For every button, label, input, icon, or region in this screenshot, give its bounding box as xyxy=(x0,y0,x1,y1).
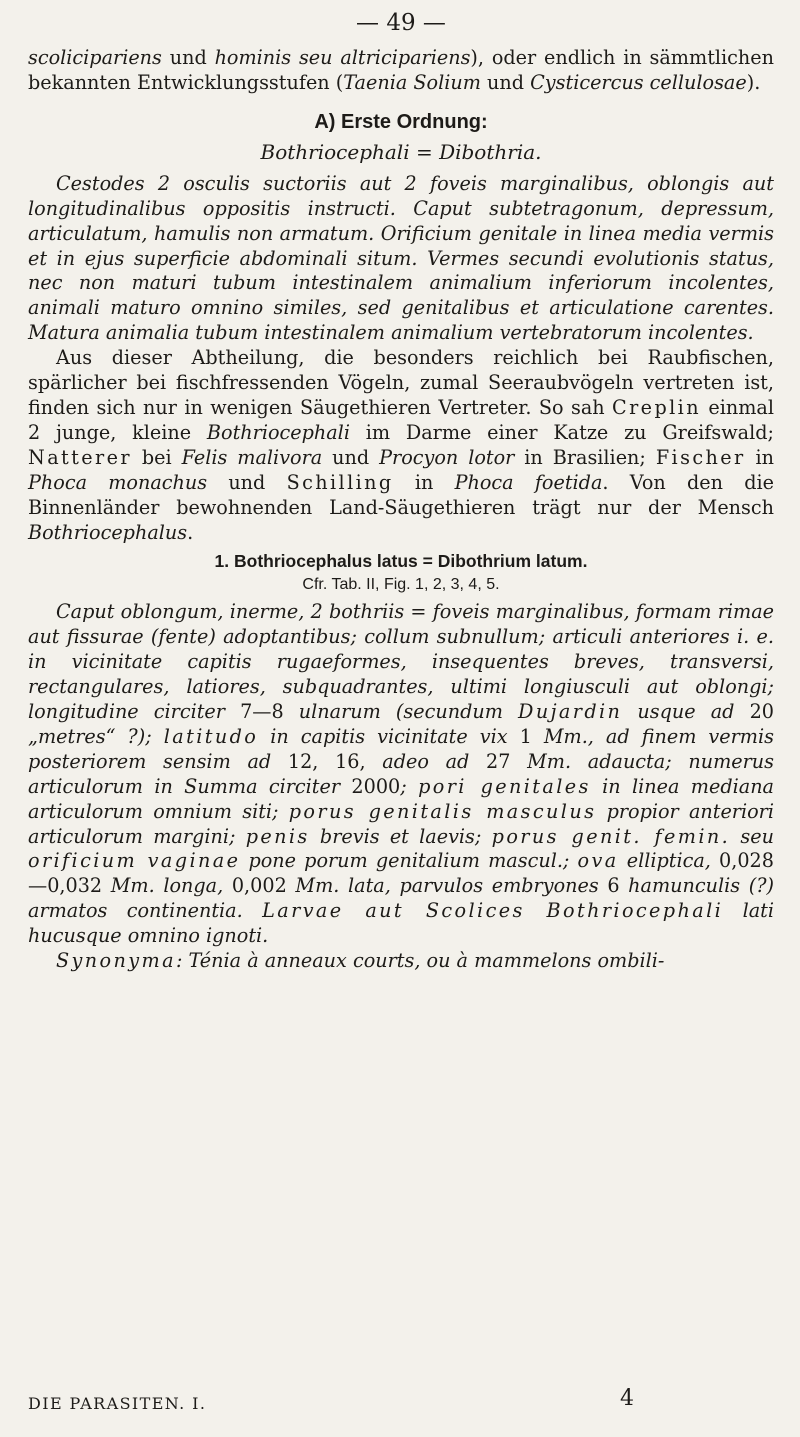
text-run: pori genitales xyxy=(418,774,591,798)
text-run: bei xyxy=(131,445,182,469)
text-run: . xyxy=(187,520,194,544)
text-run: penis xyxy=(245,824,310,848)
text-run: . Von den die Binnenländer bewohnenden Land-Säugethieren trägt nur der Mensch xyxy=(28,470,774,519)
text-run: Cysticercus cellulosae xyxy=(530,70,747,94)
text-run: Mm. lata, parvulos embryones xyxy=(286,874,608,898)
text-run: ) adoptantibus; collum subnullum; articuli anteriores i. e. in vicinitate capitis rugaeformes, insequentes breves, transversi, rectangulares, latiores, subquadrantes, ultimi longiusculi aut oblongi; longitudine circiter xyxy=(28,625,775,724)
text-run: in xyxy=(393,470,455,494)
text-run: ), oder endlich in sämmtlichen bekannten Entwicklungsstufen ( xyxy=(28,46,774,94)
text-run: Taenia Solium xyxy=(343,70,481,94)
paragraph-occurrence xyxy=(28,346,774,545)
text-run: 0,028—0,032 xyxy=(28,849,774,898)
text-run: Phoca foetida xyxy=(454,470,603,494)
paragraph-diagnosis xyxy=(28,172,774,346)
text-run: einmal 2 junge, kleine xyxy=(28,395,774,444)
text-run: scolicipariens xyxy=(28,46,162,69)
text-run: elliptica, xyxy=(618,849,720,873)
text-run: 0,002 xyxy=(231,874,287,898)
footer-signature: 4 xyxy=(620,1386,634,1411)
text-run: und xyxy=(161,46,215,69)
heading-figure-reference: Cfr. Tab. II, Fig. 1, 2, 3, 4, 5. xyxy=(302,576,500,594)
page-number: — 49 — xyxy=(356,10,446,36)
text-run: Procyon lotor xyxy=(379,445,515,469)
text-run: ova xyxy=(577,849,619,873)
text-run: ulnarum (secundum xyxy=(283,700,519,724)
page-footer xyxy=(28,1386,774,1413)
text-run: 12, 16, xyxy=(287,749,366,773)
text-run: Aus dieser Abtheilung, die besonders reichlich bei Raubfischen, spärlicher bei fischfressenden Vögeln, zumal Seeraubvögeln vertreten ist, finden sich nur in wenigen Säugethieren Vertreter. So sah xyxy=(28,346,774,419)
text-run: und xyxy=(480,70,531,94)
text-run: usque ad xyxy=(622,700,750,724)
text-run: Caput oblongum, inerme, 2 bothriis = foveis marginalibus, formam rimae aut fissurae ( xyxy=(28,600,774,649)
text-run: hominis seu altricipariens xyxy=(214,46,471,69)
text-run: fente xyxy=(158,625,209,649)
text-run: 6 xyxy=(607,874,620,898)
text-run: seu xyxy=(730,824,774,848)
text-run: lati hucusque omnino ignoti. xyxy=(28,899,775,948)
text-run: ; xyxy=(400,774,419,798)
text-run: propior anteriori articulorum margini; xyxy=(28,799,774,848)
text-run: porus genit. femin. xyxy=(491,824,731,848)
text-run: orificium vaginae xyxy=(28,849,241,873)
text-run: Dujardin xyxy=(518,700,623,724)
text-run: Mm. adaucta; numerus articulorum in Summa circiter xyxy=(28,749,775,798)
text-run: Synonyma xyxy=(56,949,176,973)
footer-title: DIE PARASITEN. I. xyxy=(28,1394,207,1413)
text-run: ). xyxy=(746,70,761,94)
text-run: in linea mediana articulorum omnium siti; xyxy=(28,774,774,823)
text-run: Mm. longa, xyxy=(102,874,232,898)
text-run: latitudo xyxy=(163,724,259,748)
heading-order: A) Erste Ordnung: xyxy=(314,110,488,133)
text-run: 1 xyxy=(519,724,532,748)
text-run: 20 xyxy=(749,700,774,724)
paragraph-description xyxy=(28,600,774,949)
text-run: Schilling xyxy=(286,470,394,494)
text-run: : Ténia à anneaux courts, ou à mammelons ombili- xyxy=(175,949,665,973)
text-run: 2000 xyxy=(351,774,401,798)
text-run: und xyxy=(207,470,287,494)
text-run: in xyxy=(745,445,775,469)
text-run: „metres“ ?); xyxy=(28,724,164,748)
paragraph-synonyma xyxy=(28,949,774,974)
paragraph-intro xyxy=(28,46,774,96)
text-run: porus genitalis masculus xyxy=(288,799,597,823)
text-run: in capitis vicinitate vix xyxy=(258,724,520,748)
text-run: Felis malivora xyxy=(181,445,323,469)
text-run: Natterer xyxy=(28,445,132,469)
text-run: hamunculis (?) armatos continentia. xyxy=(28,874,774,923)
text-run: Bothriocephali xyxy=(206,420,350,444)
text-run: Fischer xyxy=(655,445,746,469)
text-run: Cestodes 2 osculis suctoriis aut 2 foveis marginalibus, oblongis aut longitudinalibus oppositis instructi. Caput subtetragonum, depressum, articulatum, hamulis non armatum. Orificium genitale in linea media vermis et in ejus superficie abdominali situm. Vermes secundi evolutionis status, nec non maturi tubum intestinalem animalium inferiorum incolentes, animali maturo omnino similes, sed genitalibus et articulatione carentes. Matura animalia tubum intestinalem animalium vertebratorum incolentes. xyxy=(28,171,774,345)
text-run: 27 xyxy=(486,749,511,773)
text-run: Larvae aut Scolices Bothriocephali xyxy=(262,899,724,923)
text-run: adeo ad xyxy=(365,749,487,773)
text-run: in Brasilien; xyxy=(514,445,656,469)
heading-taxon: Bothriocephali = Dibothria. xyxy=(260,139,542,164)
text-run: 7—8 xyxy=(240,700,284,724)
text-run: pone porum genitalium mascul.; xyxy=(240,849,578,873)
text-run: Creplin xyxy=(612,395,701,419)
text-run: Mm., ad finem vermis posteriorem sensim ad xyxy=(28,724,774,773)
heading-species: 1. Bothriocephalus latus = Dibothrium latum. xyxy=(214,551,588,572)
text-run: und xyxy=(322,445,380,469)
text-run: im Darme einer Katze zu Greifswald; xyxy=(349,420,775,444)
text-run: Bothriocephalus xyxy=(28,520,188,544)
text-run: Phoca monachus xyxy=(28,470,208,494)
text-run: brevis et laevis; xyxy=(309,824,492,848)
